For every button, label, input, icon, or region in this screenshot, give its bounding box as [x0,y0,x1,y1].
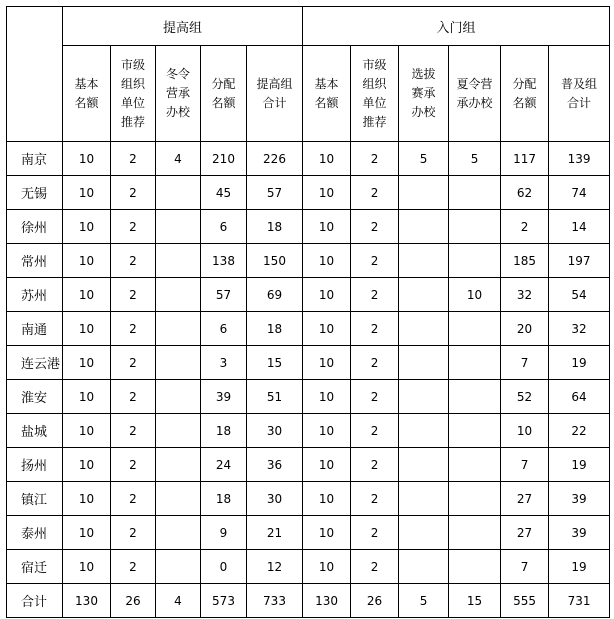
value-cell: 27 [501,516,549,550]
table-row [7,312,610,346]
value-cell: 14 [549,210,610,244]
city-cell: 常州 [7,244,63,278]
value-cell: 19 [549,346,610,380]
value-cell: 2 [351,448,399,482]
value-cell: 15 [449,584,501,618]
value-cell: 39 [201,380,247,414]
value-cell: 18 [201,482,247,516]
table-row [7,244,610,278]
value-cell: 197 [549,244,610,278]
value-cell: 2 [351,346,399,380]
value-cell: 2 [351,380,399,414]
value-cell: 10 [303,550,351,584]
value-cell: 138 [201,244,247,278]
value-cell: 130 [63,584,111,618]
value-cell: 30 [247,414,303,448]
value-cell [399,312,449,346]
value-cell: 2 [351,482,399,516]
value-cell: 10 [303,380,351,414]
value-cell: 26 [111,584,156,618]
table-row [7,482,610,516]
value-cell: 20 [501,312,549,346]
city-cell: 宿迁 [7,550,63,584]
table-row [7,210,610,244]
city-cell: 无锡 [7,176,63,210]
table-row [7,550,610,584]
value-cell: 10 [63,142,111,176]
table-row [7,380,610,414]
city-cell: 徐州 [7,210,63,244]
value-cell: 4 [156,142,201,176]
value-cell: 10 [303,414,351,448]
value-cell [156,550,201,584]
value-cell: 4 [156,584,201,618]
value-cell: 10 [63,312,111,346]
value-cell: 64 [549,380,610,414]
table-row [7,448,610,482]
value-cell [156,516,201,550]
value-cell: 10 [449,278,501,312]
value-cell: 2 [111,210,156,244]
value-cell [399,448,449,482]
value-cell: 5 [449,142,501,176]
group-header-row [7,7,610,46]
city-cell: 盐城 [7,414,63,448]
value-cell: 2 [351,550,399,584]
col-header: 市级组织单位推荐 [111,46,156,142]
value-cell: 32 [549,312,610,346]
value-cell [156,176,201,210]
value-cell: 12 [247,550,303,584]
value-cell [156,346,201,380]
value-cell [399,346,449,380]
col-header: 分配名额 [201,46,247,142]
city-cell: 南京 [7,142,63,176]
value-cell: 2 [111,278,156,312]
value-cell: 2 [351,278,399,312]
value-cell [449,414,501,448]
value-cell: 15 [247,346,303,380]
value-cell: 10 [63,210,111,244]
value-cell [156,312,201,346]
col-header: 基本名额 [303,46,351,142]
value-cell [449,210,501,244]
value-cell: 731 [549,584,610,618]
value-cell: 39 [549,516,610,550]
value-cell [399,176,449,210]
table-body [7,142,610,618]
value-cell: 19 [549,448,610,482]
value-cell: 2 [351,312,399,346]
corner-cell [7,7,63,142]
city-cell: 南通 [7,312,63,346]
value-cell: 24 [201,448,247,482]
value-cell: 2 [111,482,156,516]
value-cell: 10 [303,142,351,176]
value-cell: 10 [303,346,351,380]
value-cell: 2 [111,346,156,380]
value-cell: 7 [501,550,549,584]
value-cell: 10 [303,448,351,482]
value-cell: 226 [247,142,303,176]
value-cell [449,312,501,346]
value-cell [449,516,501,550]
value-cell: 18 [247,312,303,346]
value-cell: 10 [63,244,111,278]
value-cell: 3 [201,346,247,380]
value-cell: 10 [303,176,351,210]
value-cell: 45 [201,176,247,210]
group-header-beginner: 入门组 [303,7,610,46]
value-cell: 10 [63,516,111,550]
col-header: 选拔赛承办校 [399,46,449,142]
group-header-advanced: 提高组 [63,7,303,46]
table-row [7,142,610,176]
col-header: 分配名额 [501,46,549,142]
city-cell: 淮安 [7,380,63,414]
value-cell: 2 [351,142,399,176]
value-cell: 10 [63,448,111,482]
col-header: 提高组合计 [247,46,303,142]
value-cell [399,550,449,584]
value-cell: 130 [303,584,351,618]
value-cell [449,346,501,380]
city-cell: 连云港 [7,346,63,380]
value-cell [156,210,201,244]
value-cell: 10 [63,346,111,380]
value-cell: 2 [351,516,399,550]
value-cell: 2 [111,142,156,176]
table-row [7,176,610,210]
value-cell: 26 [351,584,399,618]
quota-table [6,6,610,618]
value-cell: 10 [63,482,111,516]
value-cell: 2 [111,244,156,278]
value-cell: 2 [111,380,156,414]
value-cell: 139 [549,142,610,176]
value-cell: 10 [303,278,351,312]
city-cell: 合计 [7,584,63,618]
value-cell: 54 [549,278,610,312]
value-cell: 74 [549,176,610,210]
value-cell: 10 [63,278,111,312]
value-cell: 2 [351,244,399,278]
value-cell [399,380,449,414]
value-cell: 18 [247,210,303,244]
value-cell: 51 [247,380,303,414]
value-cell: 19 [549,550,610,584]
value-cell: 9 [201,516,247,550]
value-cell: 10 [63,414,111,448]
value-cell [156,482,201,516]
value-cell: 10 [501,414,549,448]
value-cell [449,550,501,584]
value-cell [449,482,501,516]
value-cell: 52 [501,380,549,414]
col-header: 基本名额 [63,46,111,142]
value-cell [156,448,201,482]
value-cell: 0 [201,550,247,584]
value-cell [449,448,501,482]
total-row [7,584,610,618]
value-cell [399,516,449,550]
value-cell: 733 [247,584,303,618]
value-cell: 5 [399,142,449,176]
value-cell [399,210,449,244]
value-cell: 2 [351,414,399,448]
value-cell: 10 [303,312,351,346]
value-cell: 10 [63,380,111,414]
col-header: 普及组合计 [549,46,610,142]
value-cell [156,278,201,312]
value-cell [449,176,501,210]
value-cell: 10 [63,176,111,210]
city-cell: 镇江 [7,482,63,516]
value-cell: 57 [247,176,303,210]
value-cell: 6 [201,210,247,244]
value-cell [399,278,449,312]
value-cell: 6 [201,312,247,346]
value-cell: 32 [501,278,549,312]
value-cell: 10 [303,210,351,244]
value-cell: 573 [201,584,247,618]
city-cell: 扬州 [7,448,63,482]
value-cell: 2 [351,210,399,244]
value-cell: 10 [303,482,351,516]
value-cell: 2 [111,516,156,550]
value-cell [156,380,201,414]
value-cell: 555 [501,584,549,618]
value-cell: 2 [111,414,156,448]
value-cell: 62 [501,176,549,210]
value-cell: 10 [63,550,111,584]
city-cell: 苏州 [7,278,63,312]
table-row [7,516,610,550]
city-cell: 泰州 [7,516,63,550]
value-cell [399,482,449,516]
table-row [7,278,610,312]
col-header: 冬令营承办校 [156,46,201,142]
value-cell: 2 [111,176,156,210]
value-cell: 2 [351,176,399,210]
value-cell: 36 [247,448,303,482]
value-cell [156,244,201,278]
value-cell: 2 [111,550,156,584]
value-cell: 2 [111,448,156,482]
table-row [7,414,610,448]
value-cell: 57 [201,278,247,312]
value-cell: 185 [501,244,549,278]
col-header: 夏令营承办校 [449,46,501,142]
value-cell: 39 [549,482,610,516]
value-cell: 2 [501,210,549,244]
value-cell [156,414,201,448]
col-header: 市级组织单位推荐 [351,46,399,142]
value-cell: 5 [399,584,449,618]
value-cell [399,414,449,448]
table-row [7,346,610,380]
value-cell [449,244,501,278]
value-cell: 7 [501,448,549,482]
value-cell: 210 [201,142,247,176]
value-cell: 10 [303,516,351,550]
value-cell: 10 [303,244,351,278]
value-cell: 27 [501,482,549,516]
value-cell: 117 [501,142,549,176]
sub-header-row [7,46,610,142]
value-cell: 21 [247,516,303,550]
value-cell: 18 [201,414,247,448]
value-cell: 69 [247,278,303,312]
value-cell: 7 [501,346,549,380]
value-cell [449,380,501,414]
value-cell: 22 [549,414,610,448]
value-cell: 2 [111,312,156,346]
value-cell: 30 [247,482,303,516]
value-cell [399,244,449,278]
value-cell: 150 [247,244,303,278]
